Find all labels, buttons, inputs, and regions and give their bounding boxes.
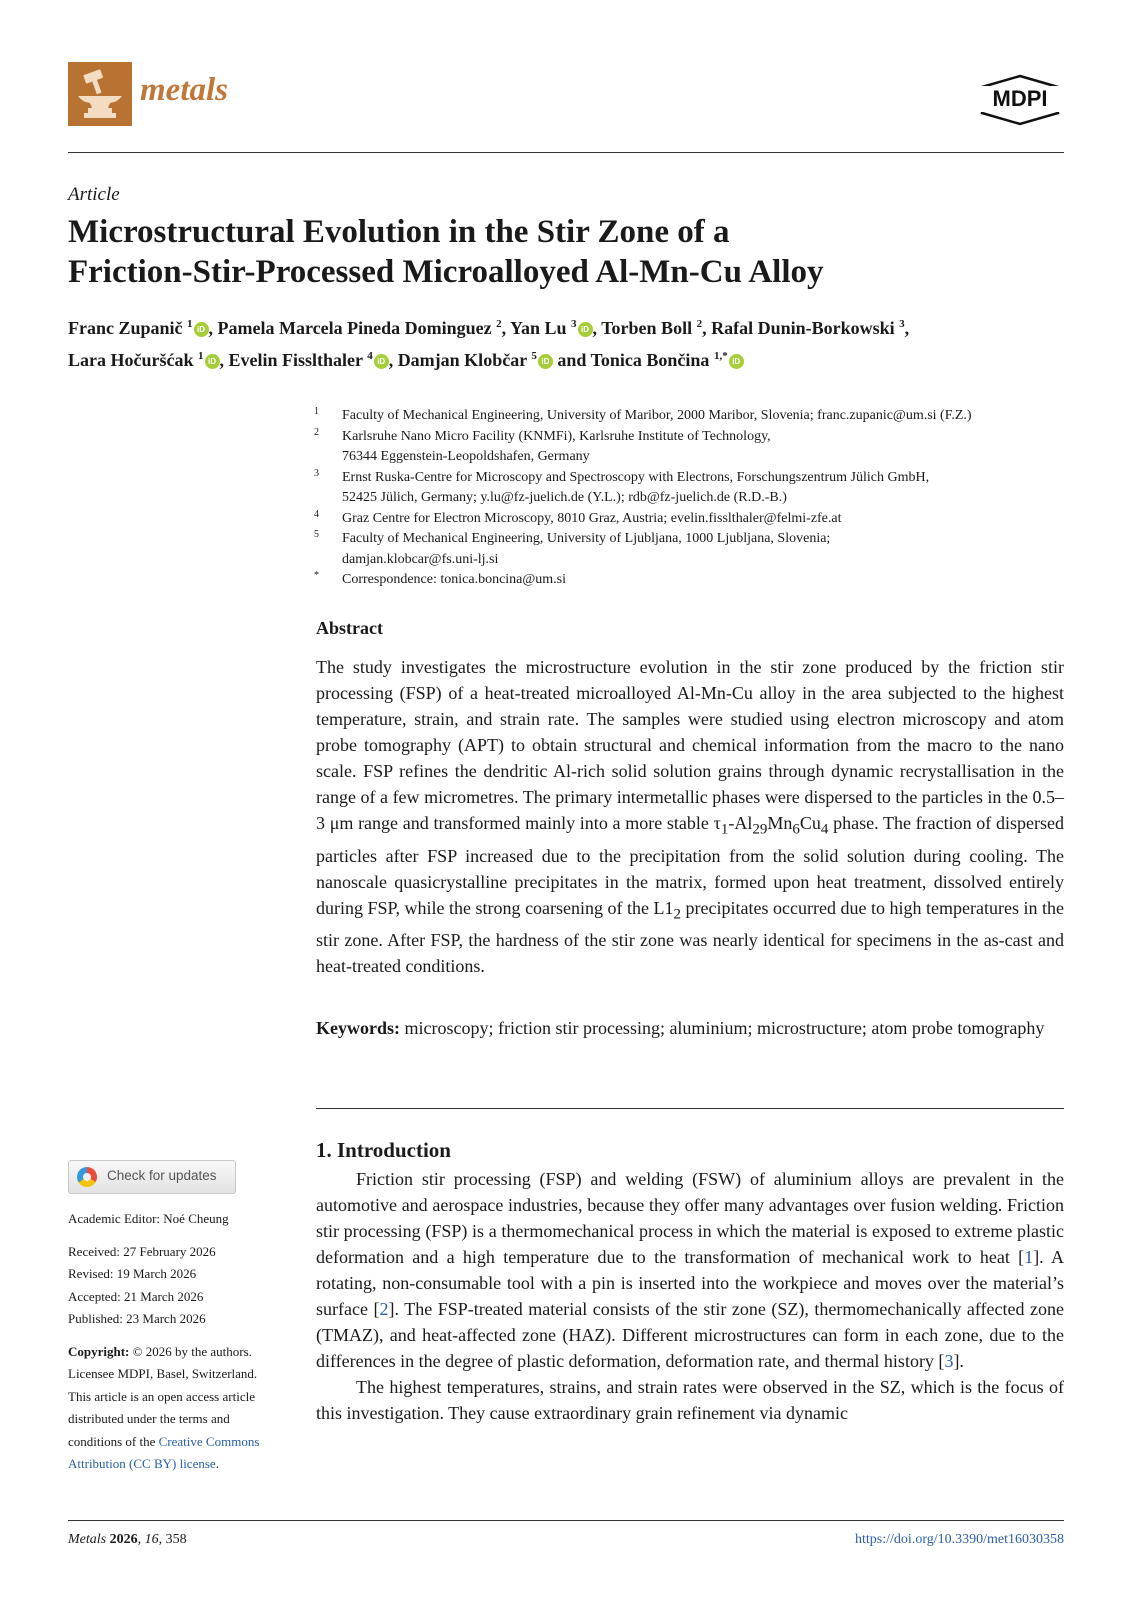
affiliation-line: Graz Centre for Electron Microscopy, 8010 Graz, Austria; evelin.fisslthaler@felmi-zfe.at bbox=[342, 510, 842, 526]
affiliation-item bbox=[314, 570, 1074, 591]
copyright-line: Licensee MDPI, Basel, Switzerland. bbox=[68, 1366, 258, 1381]
author-affiliation-marker: 1 bbox=[187, 318, 193, 330]
title-line-2: Friction-Stir-Processed Microalloyed Al-Mn-Cu Alloy bbox=[68, 254, 824, 290]
accepted-date: Accepted: 21 March 2026 bbox=[68, 1288, 204, 1304]
reference-link[interactable]: 1 bbox=[1024, 1247, 1034, 1267]
affiliations bbox=[314, 406, 1074, 591]
author-affiliation-marker: 2 bbox=[496, 318, 502, 330]
author-separator: , bbox=[501, 318, 510, 338]
author-name: Torben Boll bbox=[601, 318, 693, 338]
anvil-hammer-icon bbox=[68, 62, 132, 126]
footer-citation: Metals 2026, 16, 358 bbox=[68, 1532, 187, 1547]
author-name: Pamela Marcela Pineda Dominguez bbox=[217, 318, 492, 338]
copyright-line: This article is an open access article bbox=[68, 1388, 255, 1404]
paragraph: The highest temperatures, strains, and strain rates were observed in the SZ, which is the focus of this investigation. They cause extraordinary grain refinement via dynamic bbox=[316, 1377, 1064, 1423]
footer-divider bbox=[68, 1520, 1064, 1521]
affiliation-item bbox=[314, 406, 1074, 427]
author-list bbox=[68, 310, 1068, 374]
academic-editor: Academic Editor: Noé Cheung bbox=[68, 1211, 229, 1226]
cc-license-link[interactable]: Attribution (CC BY) license bbox=[68, 1456, 216, 1471]
copyright-line: Attribution (CC BY) license. bbox=[68, 1456, 219, 1471]
doi-link[interactable]: https://doi.org/10.3390/met16030358 bbox=[855, 1532, 1064, 1547]
abstract-heading: Abstract bbox=[316, 618, 383, 638]
author-separator: , bbox=[219, 350, 229, 370]
author-affiliation-marker: 3 bbox=[571, 318, 577, 330]
author-name: Tonica Bončina bbox=[590, 350, 710, 370]
author-separator: , bbox=[702, 318, 712, 338]
keywords-label: Keywords: bbox=[316, 1018, 400, 1038]
author-affiliation-marker: 4 bbox=[367, 350, 373, 362]
published-date: Published: 23 March 2026 bbox=[68, 1311, 206, 1326]
section-heading-introduction: 1. Introduction bbox=[316, 1138, 451, 1162]
publisher-logo bbox=[978, 74, 1062, 126]
author-affiliation-marker: 1,* bbox=[713, 350, 728, 362]
cc-license-link[interactable]: Creative Commons bbox=[158, 1433, 260, 1449]
copyright-line: distributed under the terms and bbox=[68, 1411, 230, 1426]
author-affiliation-marker: 3 bbox=[899, 318, 905, 330]
author-name: Yan Lu bbox=[509, 318, 567, 338]
affiliation-item bbox=[314, 468, 1074, 509]
revised-date: Revised: 19 March 2026 bbox=[68, 1266, 197, 1281]
author-name: Evelin Fisslthaler bbox=[228, 350, 363, 370]
affiliation-number: 5 bbox=[314, 529, 319, 540]
received-date: Received: 27 February 2026 bbox=[68, 1243, 216, 1259]
author-separator: , bbox=[904, 318, 910, 338]
copyright-line: conditions of the Creative Commons bbox=[68, 1433, 260, 1449]
introduction-body bbox=[316, 1166, 1064, 1426]
affiliation-line: Ernst Ruska-Centre for Microscopy and Spectroscopy with Electrons, Forschungszentrum Jülich GmbH, bbox=[342, 469, 930, 485]
orcid-icon[interactable]: iD bbox=[538, 354, 553, 369]
orcid-icon[interactable]: iD bbox=[205, 354, 220, 369]
header-divider bbox=[68, 152, 1064, 153]
affiliation-number: 2 bbox=[314, 426, 319, 438]
keywords-text: microscopy; friction stir processing; aluminium; microstructure; atom probe tomography bbox=[400, 1018, 1045, 1038]
paragraph: Friction stir processing (FSP) and welding (FSW) of aluminium alloys are prevalent in the automotive and aerospace industries, because they offer many advantages over fusion welding. Friction stir processing (FSP) is a thermomechanical process in which the material is exposed to extreme plastic deformation and a high temperature due to the transformation of mechanical work to heat [1]. A rotating, non-consumable tool with a pin is inserted into the workpiece and moves over the material’s surface [2]. The FSP-treated material consists of the stir zone (SZ), thermomechanically affected zone (TMAZ), and heat-affected zone (HAZ). Different microstructures can form in each zone, due to the differences in the degree of plastic deformation, deformation rate, and thermal history [3]. bbox=[316, 1169, 1065, 1371]
journal-logo bbox=[68, 62, 132, 126]
abstract-text: The study investigates the microstructure evolution in the stir zone produced by the friction stir processing (FSP) of a heat-treated microalloyed Al-Mn-Cu alloy in the area subjected to the highest temperature, strain, and strain rate. The samples were studied using electron microscopy and atom probe tomography (APT) to obtain structural and chemical information from the macro to the nano scale. FSP refines the dendritic Al-rich solid solution grains through dynamic recrystallisation in the range of a few micrometres. The primary intermetallic phases were dispersed to the particles in the 0.5–3 μm range and transformed mainly into a more stable $\tau_1-Al_{29}Mn_6Cu_4$ phase. The fraction of dispersed particles after FSP increased due to the precipitation from the solid solution during cooling. The nanoscale quasicrystalline precipitates in the matrix, formed upon heat treatment, dissolved entirely during FSP, while the strong coarsening of the $L1_2$ precipitates occurred due to high temperatures in the stir zone. After FSP, the hardness of the stir zone was nearly identical for specimens in the as-cast and heat-treated conditions. bbox=[316, 657, 1064, 977]
check-updates-label: Check for updates bbox=[107, 1168, 217, 1183]
keywords bbox=[316, 1015, 1064, 1041]
affiliation-line: Karlsruhe Nano Micro Facility (KNMFi), Karlsruhe Institute of Technology, bbox=[342, 428, 771, 444]
orcid-icon[interactable]: iD bbox=[578, 322, 593, 337]
author-separator: and bbox=[552, 350, 591, 370]
affiliation-number: 3 bbox=[314, 467, 319, 479]
orcid-icon[interactable]: iD bbox=[194, 322, 209, 337]
affiliation-line: Faculty of Mechanical Engineering, University of Maribor, 2000 Maribor, Slovenia; franc.zupanic@um.si (F.Z.) bbox=[342, 408, 972, 423]
affiliation-item bbox=[314, 529, 1074, 570]
affiliation-number: * bbox=[314, 570, 319, 581]
check-for-updates-button[interactable] bbox=[68, 1160, 236, 1194]
abstract-divider bbox=[316, 1108, 1064, 1109]
author-name: Damjan Klobčar bbox=[397, 350, 527, 370]
author-affiliation-marker: 1 bbox=[198, 350, 204, 362]
affiliation-number: 4 bbox=[314, 508, 319, 520]
affiliation-line: Correspondence: tonica.boncina@um.si bbox=[342, 572, 566, 587]
title-line-1: Microstructural Evolution in the Stir Zone of a bbox=[68, 214, 730, 250]
affiliation-number: 1 bbox=[314, 406, 319, 417]
orcid-icon[interactable]: iD bbox=[729, 354, 744, 369]
publisher-name: MDPI bbox=[978, 86, 1062, 112]
author-separator: , bbox=[388, 350, 398, 370]
page-title bbox=[68, 212, 1068, 292]
affiliation-line: 76344 Eggenstein-Leopoldshafen, Germany bbox=[342, 449, 590, 464]
article-metadata bbox=[68, 1208, 288, 1476]
affiliation-item bbox=[314, 427, 1074, 468]
check-updates-icon bbox=[77, 1167, 97, 1187]
author-separator: , bbox=[208, 318, 218, 338]
affiliation-line: damjan.klobcar@fs.uni-lj.si bbox=[342, 551, 499, 567]
orcid-icon[interactable]: iD bbox=[374, 354, 389, 369]
author-name: Franc Zupanič bbox=[68, 318, 183, 338]
author-affiliation-marker: 5 bbox=[531, 350, 537, 362]
reference-link[interactable]: 2 bbox=[379, 1299, 389, 1319]
copyright-line: Copyright: © 2026 by the authors. bbox=[68, 1343, 252, 1359]
author-name: Rafal Dunin-Borkowski bbox=[711, 318, 895, 338]
reference-link[interactable]: 3 bbox=[944, 1351, 954, 1371]
author-affiliation-marker: 2 bbox=[696, 318, 703, 330]
article-type: Article bbox=[68, 184, 120, 205]
phase-formula: $\tau_1-Al_{29}Mn_6Cu_4$ bbox=[713, 813, 829, 838]
journal-name: metals bbox=[140, 72, 228, 108]
author-separator: , bbox=[592, 318, 602, 338]
affiliation-line: 52425 Jülich, Germany; y.lu@fz-juelich.de (Y.L.); rdb@fz-juelich.de (R.D.-B.) bbox=[342, 490, 787, 505]
author-name: Lara Hočuršćak bbox=[68, 350, 194, 370]
affiliation-item bbox=[314, 509, 1074, 530]
affiliation-line: Faculty of Mechanical Engineering, University of Ljubljana, 1000 Ljubljana, Slovenia; bbox=[342, 531, 831, 546]
